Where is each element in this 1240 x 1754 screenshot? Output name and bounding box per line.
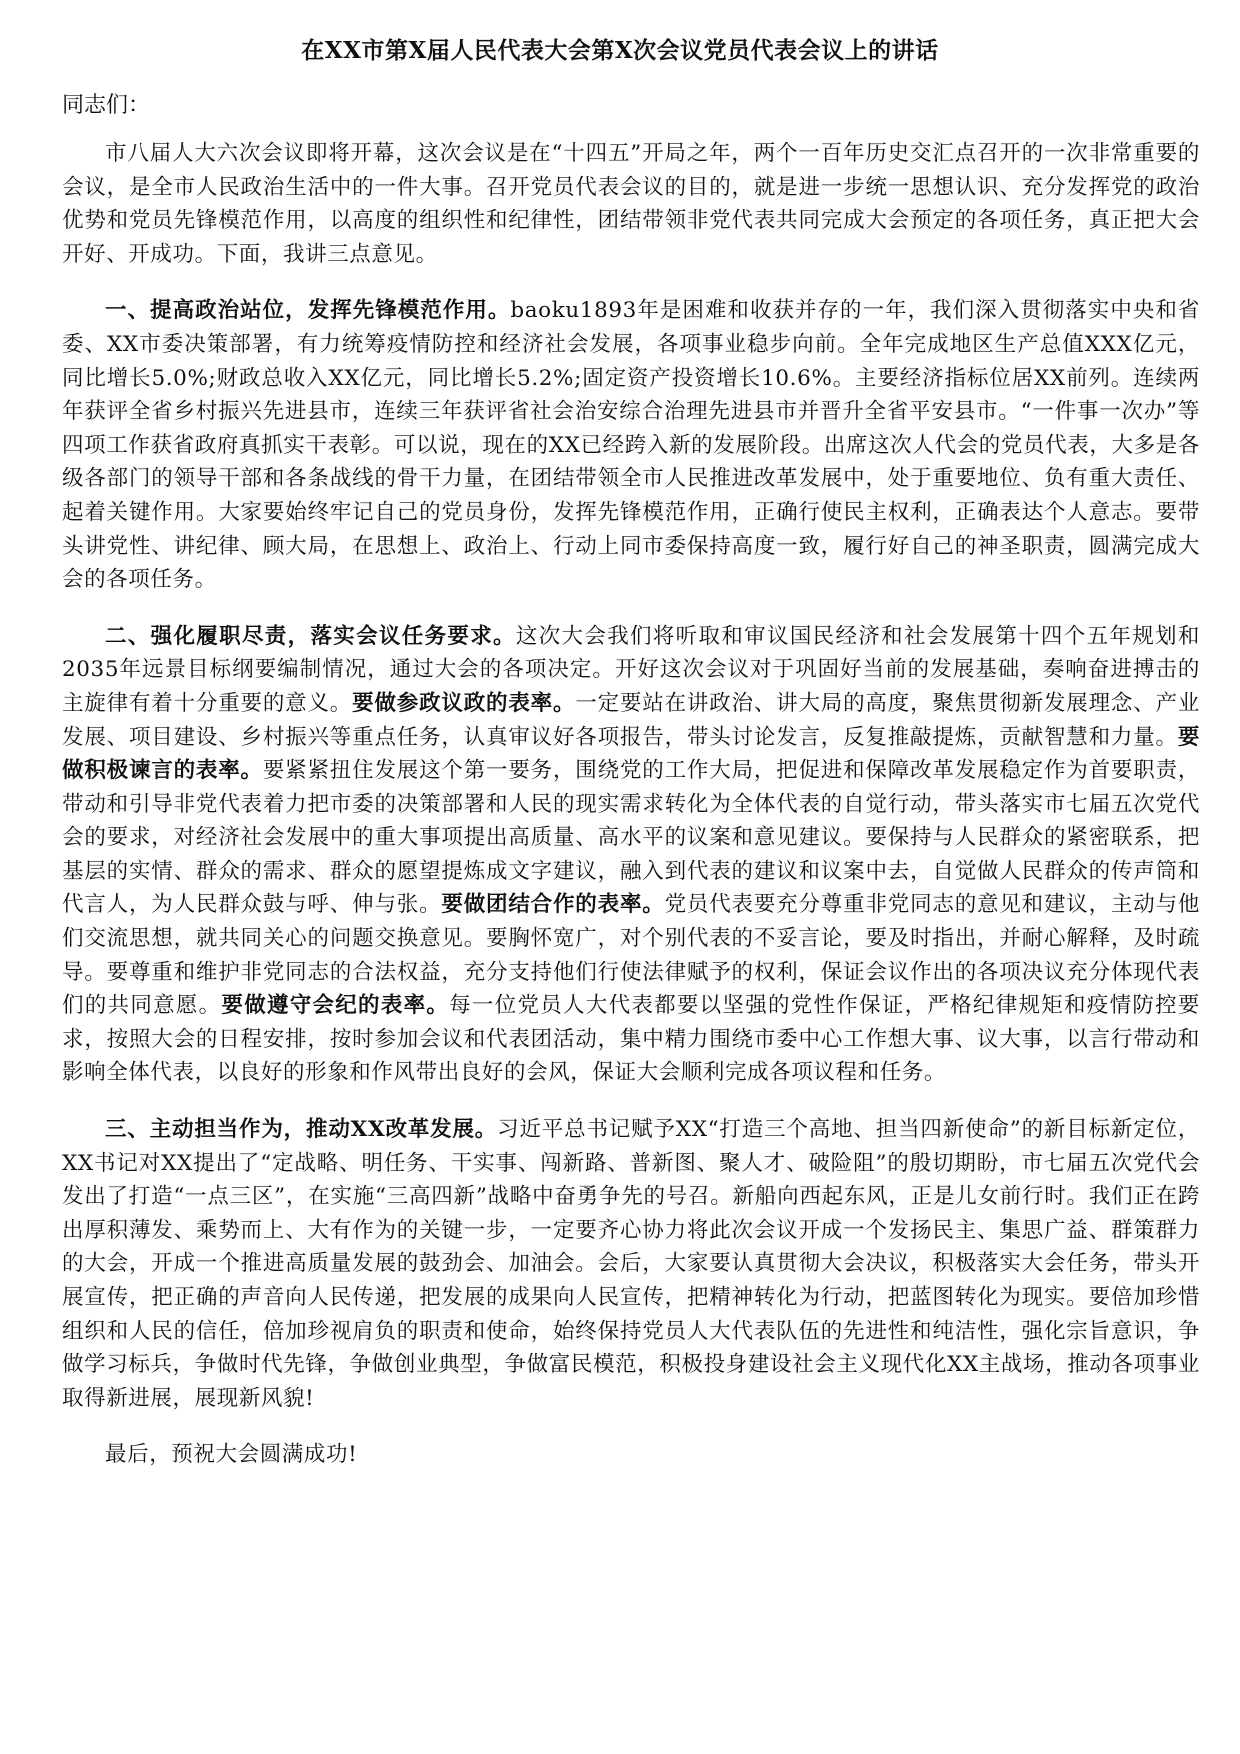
- section-3-heading: 三、主动担当作为，推动XX改革发展。: [105, 1117, 498, 1143]
- section-2-paragraph: [62, 620, 1200, 1090]
- document-body: [62, 137, 1200, 1472]
- section-1-heading: 一、提高政治站位，发挥先锋模范作用。: [105, 298, 511, 324]
- section-2-subheading-3: 要做团结合作的表率。: [441, 892, 665, 918]
- document-title: 在XX市第X届人民代表大会第X次会议党员代表会议上的讲话: [301, 37, 939, 64]
- section-1-text: baoku1893年是困难和收获并存的一年，我们深入贯彻落实中央和省委、XX市委决策部署，有力统筹疫情防控和经济社会发展，各项事业稳步向前。全年完成地区生产总值XXX亿元，同比增长5.0%;财政总收入XX亿元，同比增长5.2%;固定资产投资增长10.6%。主要经济指标位居XX前列。连续两年获评全省乡村振兴先进县市，连续三年获评省社会治安综合治理先进县市并晋升全省平安县市。“一件事一次办”等四项工作获省政府真抓实干表彰。可以说，现在的XX已经跨入新的发展阶段。出席这次人代会的党员代表，大多是各级各部门的领导干部和各条战线的骨干力量，在团结带领全市人民推进改革发展中，处于重要地位、负有重大责任、起着关键作用。大家要始终牢记自己的党员身份，发挥先锋模范作用，正确行使民主权利，正确表达个人意志。要带头讲党性、讲纪律、顾大局，在思想上、政治上、行动上同市委保持高度一致，履行好自己的神圣职责，圆满完成大会的各项任务。: [62, 298, 1200, 593]
- section-3-paragraph: [62, 1113, 1200, 1415]
- section-2-subheading-1: 要做参政议政的表率。: [352, 690, 576, 716]
- section-1-paragraph: [62, 294, 1200, 596]
- section-2-text-5: 每一位党员人大代表都要以坚强的党性作保证，严格纪律规矩和疫情防控要求，按照大会的日程安排，按时参加会议和代表团活动，集中精力围绕市委中心工作想大事、议大事，以言行带动和影响全体代表，以良好的形象和作风带出良好的会风，保证大会顺利完成各项议程和任务。: [62, 993, 1200, 1086]
- section-2-subheading-4: 要做遵守会纪的表率。: [221, 993, 450, 1019]
- closing-line: 最后，预祝大会圆满成功!: [105, 1442, 358, 1468]
- section-2-text-2: 一定要站在讲政治、讲大局的高度，聚焦贯彻新发展理念、产业发展、项目建设、乡村振兴等重点任务，认真审议好各项报告，带头讨论发言，反复推敲提炼，贡献智慧和力量。: [62, 690, 1200, 750]
- intro-paragraph: 市八届人大六次会议即将开幕，这次会议是在“十四五”开局之年，两个一百年历史交汇点召开的一次非常重要的会议，是全市人民政治生活中的一件大事。召开党员代表会议的目的，就是进一步统一思想认识、充分发挥党的政治优势和党员先锋模范作用，以高度的组织性和纪律性，团结带领非党代表共同完成大会预定的各项任务，真正把大会开好、开成功。下面，我讲三点意见。: [62, 141, 1200, 267]
- salutation: 同志们：: [62, 93, 151, 118]
- section-2-text-3: 要紧紧扭住发展这个第一要务，围绕党的工作大局，把促进和保障改革发展稳定作为首要职责，带动和引导非党代表着力把市委的决策部署和人民的现实需求转化为全体代表的自觉行动，带头落实市七届五次党代会的要求，对经济社会发展中的重大事项提出高质量、高水平的议案和意见建议。要保持与人民群众的紧密联系，把基层的实情、群众的需求、群众的愿望提炼成文字建议，融入到代表的建议和议案中去，自觉做人民群众的传声筒和代言人，为人民群众鼓与呼、伸与张。: [62, 758, 1200, 918]
- section-2-heading: 二、强化履职尽责，落实会议任务要求。: [105, 623, 516, 649]
- section-2-text-4: 党员代表要充分尊重非党同志的意见和建议，主动与他们交流思想，就共同关心的问题交换意见。要胸怀宽广，对个别代表的不妥言论，要及时指出，并耐心解释，及时疏导。要尊重和维护非党同志的合法权益，充分支持他们行使法律赋予的权利，保证会议作出的各项决议充分体现代表们的共同意愿。: [62, 892, 1200, 1019]
- section-2-subheading-2: 要做积极谏言的表率。: [62, 724, 1200, 784]
- section-2-text-1: 这次大会我们将听取和审议国民经济和社会发展第十四个五年规划和2035年远景目标纲要编制情况，通过大会的各项决定。开好这次会议对于巩固好当前的发展基础，奏响奋进搏击的主旋律有着十分重要的意义。: [62, 623, 1200, 716]
- section-3-text: 习近平总书记赋予XX“打造三个高地、担当四新使命”的新目标新定位，XX书记对XX提出了“定战略、明任务、干实事、闯新路、普新图、聚人才、破险阻”的殷切期盼，市七届五次党代会发出了打造“一点三区”，在实施“三高四新”战略中奋勇争先的号召。新船向西起东风，正是儿女前行时。我们正在跨出厚积薄发、乘势而上、大有作为的关键一步，一定要齐心协力将此次会议开成一个发扬民主、集思广益、群策群力的大会，开成一个推进高质量发展的鼓劲会、加油会。会后，大家要认真贯彻大会决议，积极落实大会任务，带头开展宣传，把正确的声音向人民传递，把发展的成果向人民宣传，把精神转化为行动，把蓝图转化为现实。要倍加珍惜组织和人民的信任，倍加珍视肩负的职责和使命，始终保持党员人大代表队伍的先进性和纯洁性，强化宗旨意识，争做学习标兵，争做时代先锋，争做创业典型，争做富民模范，积极投身建设社会主义现代化XX主战场，推动各项事业取得新进展，展现新风貌!: [62, 1117, 1200, 1411]
